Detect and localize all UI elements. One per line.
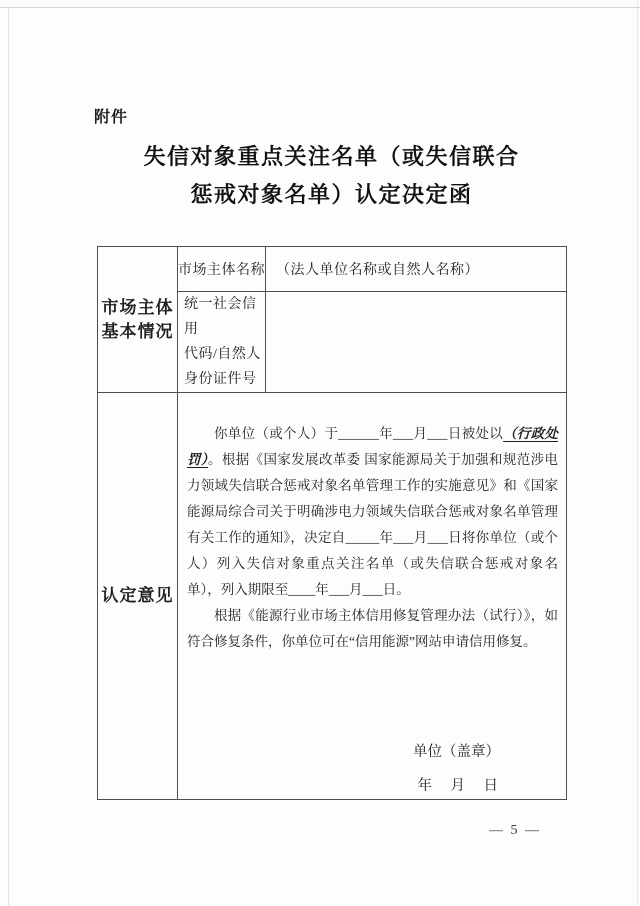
entity-name-label: 市场主体名称: [178, 247, 266, 292]
credit-code-label-line2: 代码/自然人: [184, 347, 261, 362]
opinion-p1-after: 。根据《国家发展改革委 国家能源局关于加强和规范涉电力领域失信联合惩戒对象名单管理工作的实施意见》和《国家能源局综合司关于明确涉电力领域失信联合惩戒对象名单管理有关工作的通知》，决定自_____年___月___日将你单位（或个人）列入失信对象重点关注名单（或失信联合惩戒对象名单），列入期限至____年___月___日。: [187, 452, 559, 597]
document-title-line1: 失信对象重点关注名单（或失信联合: [143, 144, 520, 169]
credit-code-value: [266, 292, 567, 393]
document-title-line2: 惩戒对象名单）认定决定函: [190, 182, 473, 207]
opinion-paragraph-2: 根据《能源行业市场主体信用修复管理办法（试行）》，如符合修复条件，你单位可在“信用能源”网站申请信用修复。: [187, 608, 558, 649]
credit-code-label-line1: 统一社会信用: [184, 297, 257, 337]
table-row-opinion: [98, 393, 567, 800]
credit-code-label: [178, 292, 266, 393]
scan-edge-left: [8, 7, 9, 906]
document-title: [87, 138, 576, 214]
section-opinion-label: 认定意见: [98, 393, 178, 800]
opinion-paragraph-1: [187, 421, 558, 603]
basic-info-label-line1: 市场主体: [101, 297, 174, 317]
table-row-entity-name: [98, 247, 567, 292]
scan-edge-top: [0, 7, 640, 8]
credit-code-label-line3: 身份证件号: [184, 372, 257, 387]
signature-unit: 单位（盖章）: [413, 744, 500, 760]
signature-date: 年 月 日: [417, 778, 500, 794]
entity-name-value: （法人单位名称或自然人名称）: [266, 247, 567, 292]
section-basic-info-label: [98, 247, 178, 393]
signature-block: [187, 739, 558, 799]
penalty-blank: （行政处罚）: [187, 426, 559, 467]
decision-table: [97, 246, 567, 800]
scan-edge-right: [637, 0, 638, 906]
attachment-label: 附件: [94, 109, 129, 126]
basic-info-label-line2: 基本情况: [101, 321, 174, 341]
opinion-content: [178, 393, 567, 800]
opinion-p1-before: 你单位（或个人）于______年___月___日被处以: [214, 426, 504, 441]
page-number: — 5 —: [489, 823, 541, 838]
